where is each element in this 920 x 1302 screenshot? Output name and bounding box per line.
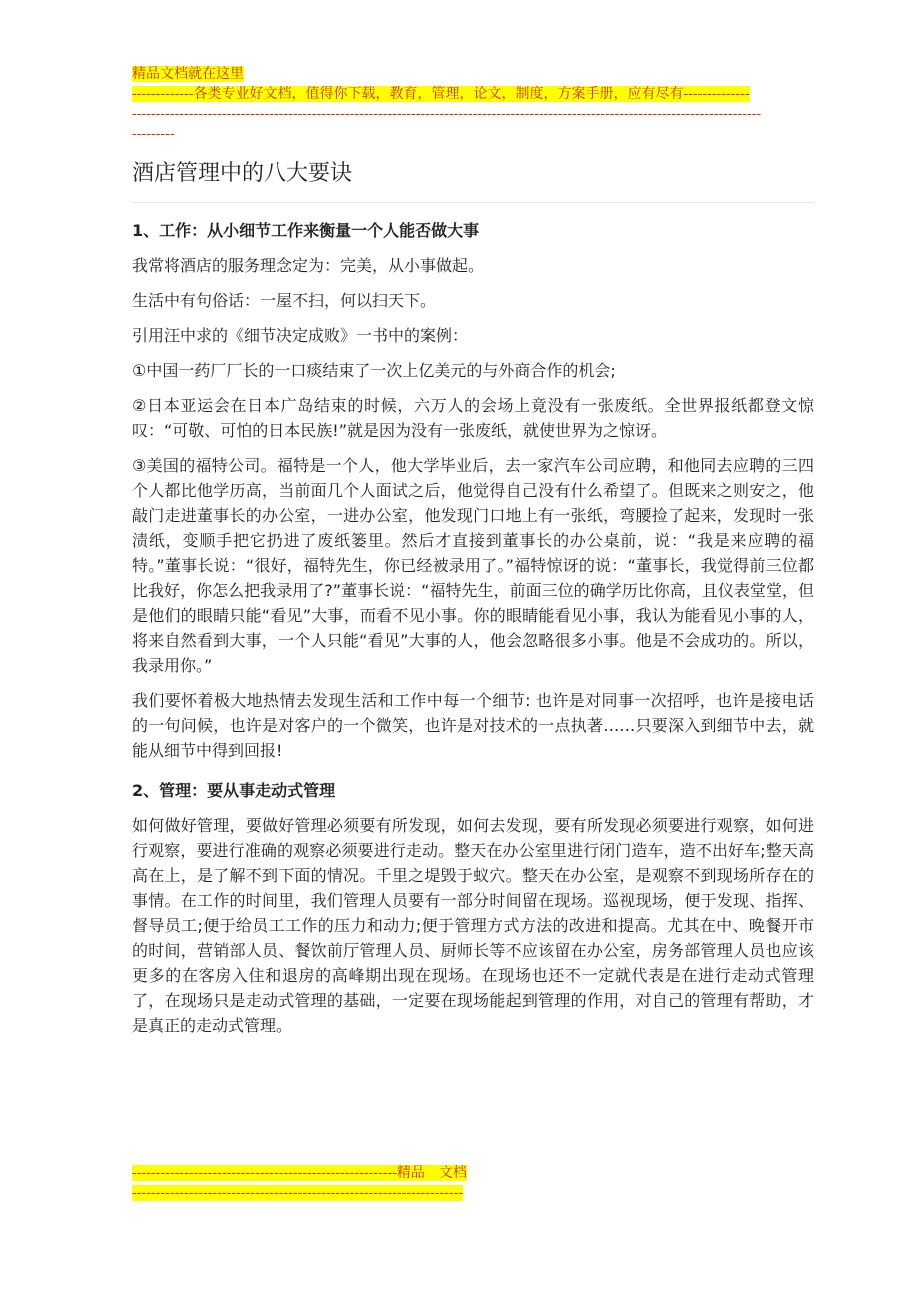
section1-paragraph: ①中国一药厂厂长的一口痰结束了一次上亿美元的与外商合作的机会; <box>132 361 616 380</box>
document-footer <box>132 1163 814 1203</box>
header-tag-line <box>132 64 814 84</box>
section1-paragraph: 生活中有句俗话：一屋不扫，何以扫天下。 <box>132 291 437 310</box>
section1-paragraph: 我们要怀着极大地热情去发现生活和工作中每一个细节: 也许是对同事一次招呼，也许是接电话的一句问候，也许是对客户的一个微笑，也许是对技术的一点执著……只要深入到细节中去，就能从细节中得到回报! <box>132 691 814 760</box>
header-dash-short: --------- <box>132 126 175 142</box>
footer-text-2: ---------------------------------------------------------------------- <box>132 1185 464 1201</box>
section2-paragraph: 如何做好管理，要做好管理必须要有所发现，如何去发现，要有所发现必须要进行观察，如何进行观察，要进行准确的观察必须要进行走动。整天在办公室里进行闭门造车，造不出好车;整天高高在上，是了解不到下面的情况。千里之堤毁于蚁穴。整天在办公室，是观察不到现场所存在的事情。在工作的时间里，我们管理人员要有一部分时间留在现场。巡视现场，便于发现、指挥、督导员工;便于给员工工作的压力和动力;便于管理方式方法的改进和提高。尤其在中、晚餐开市的时间，营销部人员、餐饮前厅管理人员、厨师长等不应该留在办公室，房务部管理人员也应该更多的在客房入住和退房的高峰期出现在现场。在现场也还不一定就代表是在进行走动式管理了，在现场只是走动式管理的基础，一定要在现场能起到管理的作用，对自己的管理有帮助，才是真正的走动式管理。 <box>132 816 814 1035</box>
article-title: 酒店管理中的八大要诀 <box>132 158 814 203</box>
header-banner-line <box>132 84 814 104</box>
footer-text-1: --------------------------------------------------------精品 文档 <box>132 1165 467 1181</box>
section1-paragraph: ③美国的福特公司。福特是一个人，他大学毕业后，去一家汽车公司应聘，和他同去应聘的三四个人都比他学历高，当前面几个人面试之后，他觉得自己没有什么希望了。但既来之则安之，他敲门走进董事长的办公室，一进办公室，他发现门口地上有一张纸，弯腰捡了起来，发现时一张渍纸，变顺手把它扔进了废纸篓里。然后才直接到董事长的办公桌前，说：“我是来应聘的福特。”董事长说：“很好，福特先生，你已经被录用了。”福特惊讶的说：“董事长，我觉得前三位都比我好，你怎么把我录用了?”董事长说：“福特先生，前面三位的确学历比你高，且仪表堂堂，但是他们的眼睛只能“看见”大事，而看不见小事。你的眼睛能看见小事，我认为能看见小事的人，将来自然看到大事，一个人只能“看见”大事的人，他会忽略很多小事。他是不会成功的。所以，我录用你。” <box>132 456 814 675</box>
section1-heading: 1、工作：从小细节工作来衡量一个人能否做大事 <box>132 221 480 240</box>
document-content <box>132 64 814 1048</box>
section1-paragraph: 引用汪中求的《细节决定成败》一书中的案例： <box>132 326 469 345</box>
footer-line-2 <box>132 1183 814 1203</box>
header-dash-long: ------------------------------------------------------------------------------------------------------------------------------------- <box>132 106 762 122</box>
header-banner: -------------各类专业好文档，值得你下载，教育，管理，论文，制度，方案手册，应有尽有-------------- <box>132 86 750 102</box>
footer-line-1 <box>132 1163 814 1183</box>
header-tag: 精品文档就在这里 <box>132 66 244 82</box>
section1-paragraph: 我常将酒店的服务理念定为：完美，从小事做起。 <box>132 256 485 275</box>
section2-heading: 2、管理：要从事走动式管理 <box>132 781 336 800</box>
section1-paragraph: ②日本亚运会在日本广岛结束的时候，六万人的会场上竟没有一张废纸。全世界报纸都登文惊叹：“可敬、可怕的日本民族!”就是因为没有一张废纸，就使世界为之惊讶。 <box>132 396 814 440</box>
